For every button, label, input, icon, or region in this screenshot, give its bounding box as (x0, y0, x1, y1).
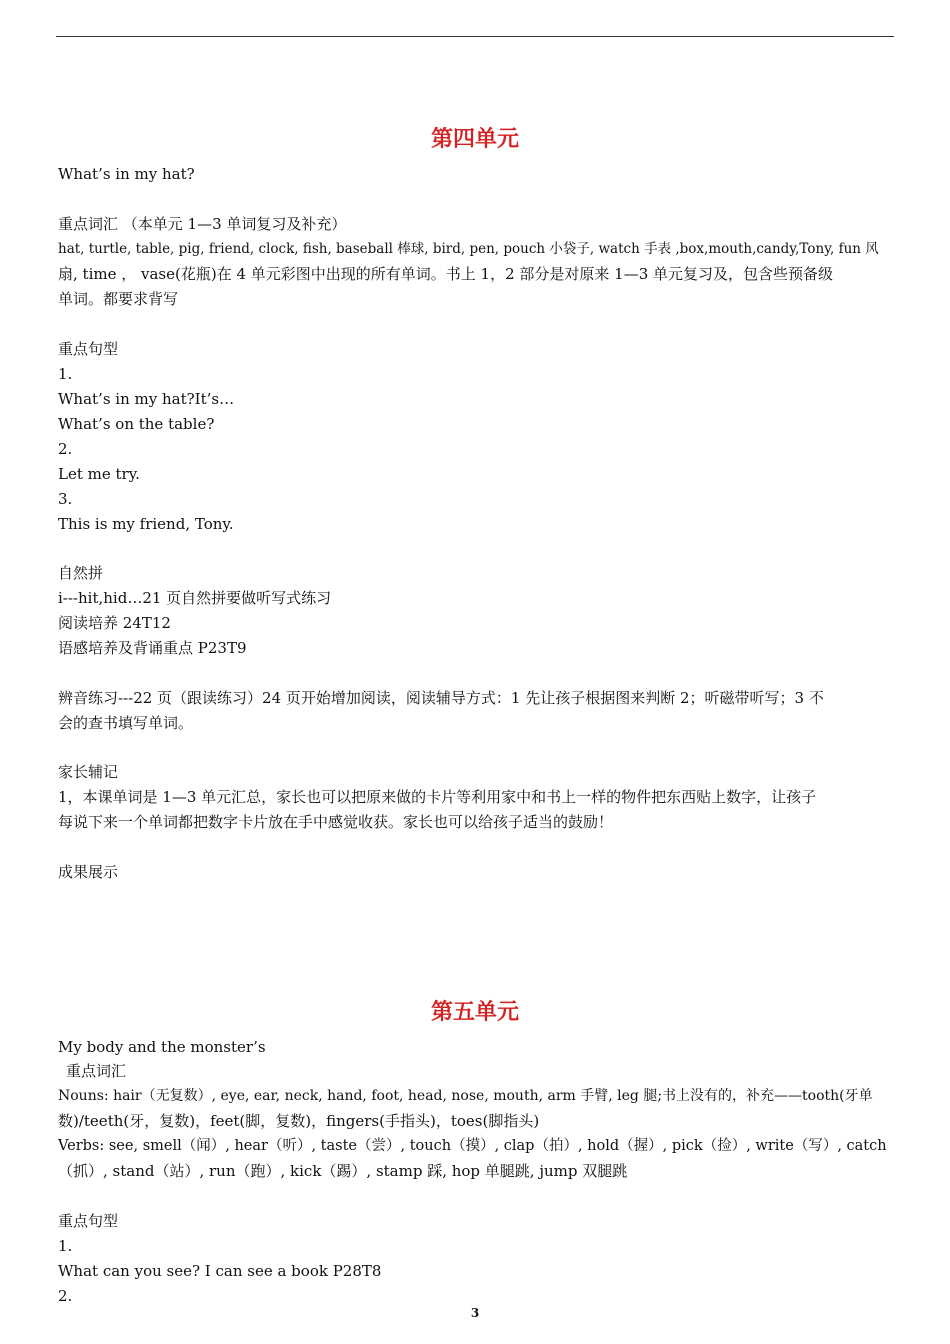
unit4-vocab-heading: 重点词汇 （本单元 1—3 单词复习及补充） (58, 215, 347, 233)
unit5-patterns-heading: 重点句型 (58, 1212, 119, 1230)
unit4-parents-line: 每说下来一个单词都把数字卡片放在手中感觉收获。家长也可以给孩子适当的鼓励！ (58, 813, 614, 831)
unit5-pattern-sentence: What can you see? I can see a book P28T8 (58, 1262, 382, 1280)
unit5-verbs-line: Verbs: see, smell（闻）, hear（听）, taste（尝）, touch（摸）, clap（拍）, hold（握）, pick（捡）, write（写）, catch (58, 1138, 887, 1154)
page-number: 3 (470, 1306, 480, 1320)
unit5-vocab-heading: 重点词汇 (66, 1062, 127, 1080)
unit4-phonics-line: 语感培养及背诵重点 P23T9 (58, 639, 247, 657)
unit4-phonics-heading: 自然拼 (58, 564, 104, 582)
unit5-pattern-number: 2. (58, 1287, 73, 1305)
unit5-subtitle: My body and the monster’s (58, 1038, 266, 1056)
header-rule (56, 36, 894, 37)
unit4-pattern-sentence: Let me try. (58, 465, 140, 483)
unit4-pattern-number: 1. (58, 365, 73, 383)
unit4-vocab-line: hat, turtle, table, pig, friend, clock, fish, baseball 棒球, bird, pen, pouch 小袋子, watch 手表 ,box,mouth,candy,Tony, fun 风 (58, 241, 879, 257)
unit4-results-heading: 成果展示 (58, 863, 119, 881)
unit4-parents-line: 1，本课单词是 1—3 单元汇总，家长也可以把原来做的卡片等利用家中和书上一样的物件把东西贴上数字，让孩子 (58, 788, 817, 806)
unit5-nouns-line: Nouns: hair（无复数）, eye, ear, neck, hand, foot, head, nose, mouth, arm 手臂, leg 腿;书上没有的，补充——tooth(牙单 (58, 1088, 873, 1104)
unit4-parents-heading: 家长辅记 (58, 763, 119, 781)
unit4-pattern-sentence: This is my friend, Tony. (58, 515, 234, 533)
unit5-verbs-line: （抓）, stand（站）, run（跑）, kick（踢）, stamp 踩, hop 单腿跳, jump 双腿跳 (58, 1162, 628, 1180)
unit4-phonics-line: 阅读培养 24T12 (58, 614, 171, 632)
unit5-nouns-line: 数)/teeth(牙，复数)，feet(脚，复数)，fingers(手指头)，toes(脚指头) (58, 1112, 540, 1130)
unit4-listening-line: 会的查书填写单词。 (58, 714, 194, 732)
unit4-pattern-number: 2. (58, 440, 73, 458)
unit5-pattern-number: 1. (58, 1237, 73, 1255)
unit4-patterns-heading: 重点句型 (58, 340, 119, 358)
unit4-subtitle: What’s in my hat? (58, 165, 195, 183)
unit4-pattern-sentence: What’s on the table? (58, 415, 215, 433)
unit4-listening-line: 辨音练习---22 页（跟读练习）24 页开始增加阅读，阅读辅导方式：1 先让孩子根据图来判断 2；听磁带听写；3 不 (58, 689, 824, 707)
unit5-title: 第五单元 (430, 1000, 519, 1025)
unit4-pattern-number: 3. (58, 490, 73, 508)
unit4-pattern-sentence: What’s in my hat?It’s… (58, 390, 235, 408)
unit4-title: 第四单元 (430, 127, 519, 152)
unit4-phonics-line: i---hit,hid…21 页自然拼要做听写式练习 (58, 589, 332, 607)
unit4-vocab-line: 扇, time ， vase(花瓶)在 4 单元彩图中出现的所有单词。书上 1，2 部分是对原来 1—3 单元复习及，包含些预备级 (58, 265, 834, 283)
unit4-vocab-line: 单词。都要求背写 (58, 290, 179, 308)
